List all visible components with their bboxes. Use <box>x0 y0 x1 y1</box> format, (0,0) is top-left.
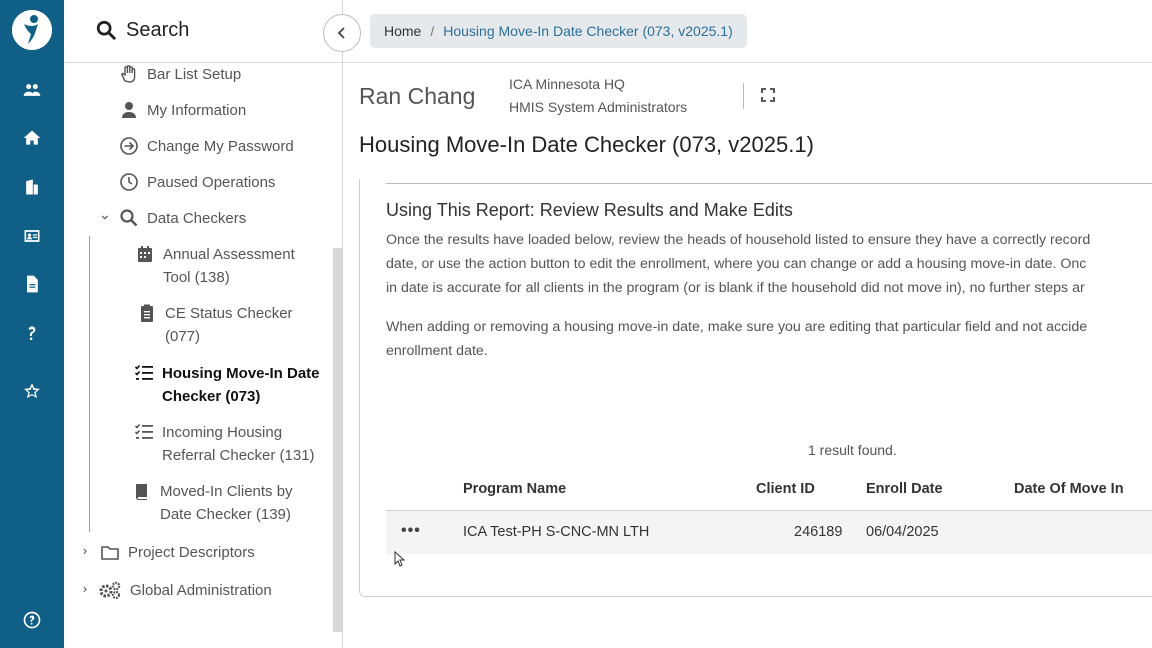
sidebar-item-paused-operations[interactable] <box>119 171 275 194</box>
cell-enroll-date: 06/04/2025 <box>866 524 939 540</box>
sidebar-item-label: Bar List Setup <box>147 66 242 83</box>
sidebar-item-change-password[interactable] <box>119 135 294 158</box>
sidebar-item-incoming-housing-referral[interactable] <box>134 421 315 467</box>
gears-icon <box>98 580 122 600</box>
building-icon[interactable] <box>0 171 64 203</box>
user-icon <box>119 100 139 120</box>
sidebar-item-ce-status-checker[interactable] <box>137 302 293 348</box>
sidebar-search-label[interactable]: Search <box>126 19 190 41</box>
sidebar-item-label: Paused Operations <box>147 174 276 191</box>
checklist-icon <box>134 422 154 442</box>
breadcrumb <box>370 14 747 48</box>
document-icon[interactable] <box>0 268 64 300</box>
people-icon[interactable] <box>0 74 64 106</box>
instructions-line: date, or use the action button to edit the enrollment, where you can change or add a housing move-in date. Onc <box>386 256 1087 272</box>
chevron-down-icon <box>100 208 114 228</box>
sidebar-scrollbar[interactable] <box>333 248 342 632</box>
sidebar-item-label: Moved-In Clients by Date Checker (139) <box>160 483 293 523</box>
org-role: HMIS System Administrators <box>509 99 688 115</box>
id-card-icon[interactable] <box>0 220 64 252</box>
sidebar-item-label: Project Descriptors <box>128 544 255 561</box>
sidebar-item-bar-list-setup[interactable] <box>119 63 241 86</box>
column-header-client-id[interactable]: Client ID <box>756 481 815 497</box>
tree-guide-line <box>89 236 90 532</box>
cell-program-name: ICA Test-PH S-CNC-MN LTH <box>463 524 650 540</box>
clock-icon <box>119 172 139 192</box>
app-logo[interactable] <box>12 10 52 50</box>
arrow-circle-icon <box>119 136 139 156</box>
left-rail <box>0 0 64 648</box>
header-divider <box>743 83 744 109</box>
cell-client-id: 246189 <box>794 524 843 540</box>
sidebar-item-label: Global Administration <box>130 582 272 599</box>
chevron-right-icon <box>82 580 94 600</box>
column-header-program-name[interactable]: Program Name <box>463 481 567 497</box>
row-actions-button[interactable]: ••• <box>401 522 421 539</box>
search-icon <box>95 19 117 41</box>
mouse-cursor-icon <box>394 551 406 567</box>
column-header-enroll-date[interactable]: Enroll Date <box>866 481 943 497</box>
sidebar-item-label: Housing Move-In Date Checker (073) <box>162 365 320 405</box>
home-icon[interactable] <box>0 122 64 154</box>
chevron-right-icon <box>82 542 94 562</box>
breadcrumb-current[interactable]: Housing Move-In Date Checker (073, v2025.1) <box>443 23 733 39</box>
instructions-line: When adding or removing a housing move-in date, make sure you are editing that particular field and not accide <box>386 319 1088 335</box>
panel-divider <box>386 183 1152 184</box>
hand-icon <box>119 64 139 84</box>
sidebar-item-label: Change My Password <box>147 138 294 155</box>
section-title: Using This Report: Review Results and Make Edits <box>386 200 793 220</box>
sidebar-item-data-checkers[interactable] <box>100 207 246 230</box>
sidebar-item-label: Annual Assessment Tool (138) <box>163 246 295 286</box>
org-name: ICA Minnesota HQ <box>509 76 625 92</box>
clipboard-icon <box>137 303 157 323</box>
star-icon[interactable] <box>0 375 64 407</box>
book-icon <box>132 481 152 501</box>
column-header-move-in-date[interactable]: Date Of Move In <box>1014 481 1124 497</box>
sidebar-item-moved-in-clients[interactable] <box>132 480 293 526</box>
checklist-icon <box>134 363 154 383</box>
calendar-icon <box>135 244 155 264</box>
sidebar-header <box>64 0 343 63</box>
instructions-line: in date is accurate for all clients in the program (or is blank if the household did not move in), no further steps ar <box>386 280 1085 296</box>
question-circle-icon[interactable] <box>0 604 64 636</box>
sidebar-item-housing-move-in-checker[interactable] <box>134 362 320 408</box>
result-count: 1 result found. <box>808 442 897 458</box>
search-icon <box>119 208 139 228</box>
instructions-line: Once the results have loaded below, review the heads of household listed to ensure they have a correctly record <box>386 232 1091 248</box>
sidebar-item-label: Incoming Housing Referral Checker (131) <box>162 424 315 464</box>
breadcrumb-home-link[interactable]: Home <box>384 23 422 39</box>
sidebar-item-my-information[interactable] <box>119 99 246 122</box>
sidebar-item-global-administration[interactable] <box>82 579 272 602</box>
sidebar-item-label: CE Status Checker (077) <box>165 305 293 345</box>
sidebar-item-label: My Information <box>147 102 247 119</box>
fullscreen-icon[interactable] <box>760 87 776 103</box>
sidebar-item-annual-assessment[interactable] <box>135 243 295 289</box>
chevron-left-icon <box>335 26 349 40</box>
page-title: Housing Move-In Date Checker (073, v2025.1) <box>359 132 814 157</box>
help-icon[interactable] <box>0 317 64 349</box>
top-bar <box>343 0 1152 63</box>
user-name: Ran Chang <box>359 83 476 109</box>
sidebar-item-project-descriptors[interactable] <box>82 541 255 564</box>
logo-figure-icon <box>12 10 52 50</box>
sidebar-item-label: Data Checkers <box>147 210 247 227</box>
folder-icon <box>100 542 120 562</box>
breadcrumb-separator: / <box>430 23 435 39</box>
collapse-sidebar-button[interactable] <box>323 14 361 52</box>
instructions-line: enrollment date. <box>386 343 488 359</box>
